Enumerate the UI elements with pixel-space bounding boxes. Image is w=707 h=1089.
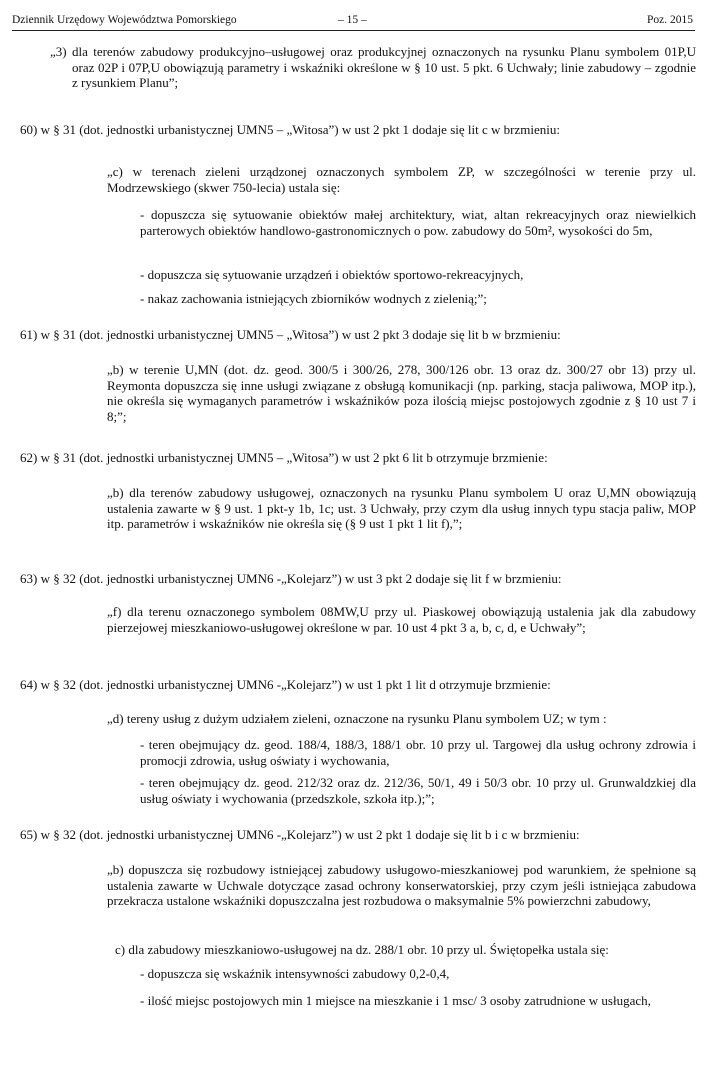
item-60-c: „c) w terenach zieleni urządzonej oznaczonych symbolem ZP, w szczególności w terenie przy ul. Modrzewskiego (skwer 750-lecia) ustala się: [107,164,696,195]
item-60-bullet-1: - dopuszcza się sytuowanie obiektów małej architektury, wiat, altan rekreacyjnych oraz niewielkich parterowych obiektów handlowo-gastronomicznych o pow. zabudowy do 50m², wysokości do 5m, [140,207,696,238]
item-65: 65) w § 32 (dot. jednostki urbanistycznej UMN6 -„Kolejarz”) w ust 2 pkt 1 dodaje się lit b i c w brzmieniu: [20,827,580,842]
item-60-bullet-3: - nakaz zachowania istniejących zbiorników wodnych z zielenią;”; [140,291,487,306]
page-number: – 15 – [338,14,367,26]
item-65-bullet-2: - ilość miejsc postojowych min 1 miejsce na mieszkanie i 1 msc/ 3 osoby zatrudnione w usługach, [140,993,651,1008]
item-65-bullet-1: - dopuszcza się wskaźnik intensywności zabudowy 0,2-0,4, [140,966,450,981]
item-62-b: „b) dla terenów zabudowy usługowej, oznaczonych na rysunku Planu symbolem U oraz U,MN obowiązują ustalenia zawarte w § 9 ust. 1 pkt-y 1b, 1c; ust. 3 Uchwały, przy czym dla usług innych typu stacja paliw, MOP itp. parametrów i wskaźników nie określa się (§ 9 ust 1 pkt 1 lit f),”; [107,485,696,531]
item-64-bullet-2: - teren obejmujący dz. geod. 212/32 oraz dz. 212/36, 50/1, 49 i 50/3 obr. 10 przy ul. Grunwaldzkiej dla usług oświaty i wychowania (przedszkole, szkoła itp.);”; [140,775,696,806]
item-61-b: „b) w terenie U,MN (dot. dz. geod. 300/5 i 300/26, 278, 300/126 obr. 13 oraz dz. 300/27 obr 13) przy ul. Reymonta dopuszcza się inne usługi związane z obsługą komunikacji (np. parking, stacja paliwowa, MOP itp.), nie określa się wymaganych parametrów i wskaźników poza ilością miejsc postojowych zgodnie z § 10 ust 7 i 8;”; [107,362,696,424]
paragraph-3: „3) dla terenów zabudowy produkcyjno–usługowej oraz produkcyjnej oznaczonych na rysunku Planu symbolem 01P,U oraz 02P i 07P,U obowiązują parametry i wskaźniki określone w § 10 ust. 5 pkt. 6 Uchwały; linie zabudowy – zgodnie z rysunkiem Planu”; [50,44,696,90]
page-header [12,12,695,31]
item-64-bullet-1: - teren obejmujący dz. geod. 188/4, 188/3, 188/1 obr. 10 przy ul. Targowej dla usług ochrony zdrowia i promocji zdrowia, usług oświaty i wychowania, [140,737,696,768]
position-number: Poz. 2015 [647,14,693,26]
item-64-d: „d) tereny usług z dużym udziałem zieleni, oznaczone na rysunku Planu symbolem UZ; w tym : [107,711,607,726]
item-62: 62) w § 31 (dot. jednostki urbanistycznej UMN5 – „Witosa”) w ust 2 pkt 6 lit b otrzymuje brzmienie: [20,450,548,465]
item-64: 64) w § 32 (dot. jednostki urbanistycznej UMN6 -„Kolejarz”) w ust 1 pkt 1 lit d otrzymuje brzmienie: [20,677,551,692]
item-63: 63) w § 32 (dot. jednostki urbanistycznej UMN6 -„Kolejarz”) w ust 3 pkt 2 dodaje się lit f w brzmieniu: [20,571,562,586]
item-65-b: „b) dopuszcza się rozbudowy istniejącej zabudowy usługowo-mieszkaniowej pod warunkiem, że spełnione są ustalenia zawarte w Uchwale dotyczące zasad ochrony konserwatorskiej, przy czym jeśli istniejąca zabudowa przekracza ustalone wskaźniki dopuszczalna jest rozbudowa o maksymalnie 5% powierzchni zabudowy, [107,862,696,908]
item-60-bullet-2: - dopuszcza się sytuowanie urządzeń i obiektów sportowo-rekreacyjnych, [140,267,524,282]
item-65-c: c) dla zabudowy mieszkaniowo-usługowej na dz. 288/1 obr. 10 przy ul. Świętopełka ustala się: [115,942,609,957]
item-63-f: „f) dla terenu oznaczonego symbolem 08MW,U przy ul. Piaskowej obowiązują ustalenia jak dla zabudowy pierzejowej mieszkaniowo-usługowej określone w par. 10 ust 4 pkt 3 a, b, c, d, e Uchwały”; [107,604,696,635]
item-61: 61) w § 31 (dot. jednostki urbanistycznej UMN5 – „Witosa”) w ust 2 pkt 3 dodaje się lit b w brzmieniu: [20,327,561,342]
journal-title: Dziennik Urzędowy Województwa Pomorskiego [12,14,237,26]
item-60: 60) w § 31 (dot. jednostki urbanistycznej UMN5 – „Witosa”) w ust 2 pkt 1 dodaje się lit c w brzmieniu: [20,122,560,137]
